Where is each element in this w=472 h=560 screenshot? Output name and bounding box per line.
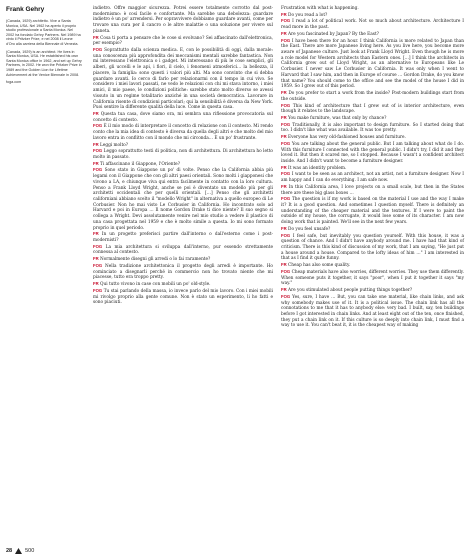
paragraph-text: I want to be seen as an architect, not an artist, not a furniture designer. Now I am happy and I can do everything. I am safe now. — [281, 172, 464, 184]
paragraph-text: Everyone has very old-fashioned houses and furniture. — [288, 135, 406, 141]
interview-paragraph — [281, 226, 464, 233]
speaker-label: FR — [281, 30, 287, 36]
paragraph-text: Do you read a lot? — [288, 12, 328, 18]
speaker-label: FR — [281, 262, 287, 268]
interview-column-english — [281, 6, 464, 329]
speaker-label: FOG — [93, 123, 103, 129]
speaker-label: FR — [93, 256, 99, 262]
interview-paragraph — [281, 12, 464, 19]
interview-paragraph — [93, 288, 273, 306]
interview-paragraph — [281, 269, 464, 287]
interview-paragraph — [93, 142, 273, 149]
interview-paragraph — [93, 281, 273, 288]
interview-paragraph — [93, 244, 273, 256]
speaker-label: FOG — [281, 121, 291, 127]
paragraph-text: You are talking about the general public. But I am talking about what do I do. With this furniture I connected with the general public. I didn't try, I did it and they loved it. But then it scared me, so I stopped. Because I wasn't a confident architect inside. And I didn't want to become a furniture designer. — [281, 141, 464, 164]
speaker-label: FR — [93, 281, 99, 287]
paragraph-text: Tu stai parlando della massa, io invece parlo del mio lavoro. Con i miei mobili mi rivolgo proprio alla gente comune. Non è stato un esperimento, li ho fatti e sono piaciuti. — [93, 288, 273, 306]
paragraph-text: I read a lot of political work. Not so much about architecture. Architecture I read more in the past. — [281, 19, 464, 31]
interview-paragraph — [93, 231, 273, 243]
interview-paragraph — [281, 115, 464, 122]
speaker-label: FR — [281, 164, 287, 170]
interview-paragraph — [281, 262, 464, 269]
speaker-label: FR — [281, 134, 287, 140]
interview-paragraph — [281, 141, 464, 165]
interview-paragraph — [281, 165, 464, 172]
paragraph-text: Soprattutto dalla scienza medica. E, con le possibilità di oggi, dalla morale: una conoscenza più approfondita dei meccanismi mentali sarebbe fantastica. Non mi interessano l'elettronica o i gadget. Mi interessano di più le cose semplici, gli alberi, gli uccelli e le api, i fiori, il cielo, i fenomeni atmosferici… la bellezza, il piacere, la famiglia: sono questi i valori più alti. Ma sono convinto che si debba guardare avanti. Io cerco di farlo per relazionarmi con il tempo in cui vivo. Se considero i miei lavori passati, ne vedo le relazioni con chi mi stava intorno, i miei amici, il mio paese, le condizioni politiche: sarebbe stato molto diverso se avessi vissuto in un regime totalitario anziché in una società democratica. Lavorare in California risente di condizioni particolari; qui la sensibilità è diversa da New York. Puoi sentire la differente qualità della luce. Come in questa casa. — [93, 48, 274, 111]
paragraph-text: Ti affascinano il Giappone, l'Oriente? — [100, 161, 180, 167]
speaker-label: FR — [281, 225, 287, 231]
interview-paragraph — [281, 171, 464, 183]
interview-paragraph — [281, 38, 464, 90]
author-bio-italian: (Canada, 1929) architetto. Vive a Santa Monica, USA. Nel 1962 ha aperto il proprio studio professionale a Santa Monica. Nel 2002 ha fondato Gehry Partners. Nel 1989 ha vinto il Pritzker Prize, e nel 2008 il Leone d'Oro alla carriera della Biennale di Venezia. — [6, 19, 81, 46]
paragraph-text: È il mio modo di interpretare il concetto di relazione con il contesto. Mi rendo conto che la mia idea di contesto è diversa da quella degli altri e che molto del mio lavoro entra in conflitto con il mondo che mi circonda… È un po' frustrante. — [93, 124, 273, 141]
speaker-label: FOG — [93, 47, 103, 53]
paragraph-text: Leggo soprattutto testi di politica, non di architettura. Di architettura ho letto molto in passato. — [93, 149, 273, 160]
speaker-label: FR — [93, 110, 99, 116]
magazine-name: 500 — [25, 548, 35, 554]
paragraph-text: La mia architettura si sviluppa dall'interno, pur essendo strettamente connessa al contesto. — [93, 244, 273, 256]
speaker-label: FOG — [93, 262, 103, 268]
interview-column-italian — [93, 6, 273, 306]
speaker-label: FOG — [281, 140, 291, 146]
paragraph-text: In this California area, I love projects on a small scale, but then in the States there are these big glass boxes … — [281, 184, 464, 196]
interview-paragraph — [93, 161, 273, 168]
interview-paragraph — [93, 47, 273, 111]
paragraph-text: Traditionally, it is also important to design furniture. So I started doing that too. I didn't like what was available. It was too pretty. — [281, 122, 465, 134]
speaker-label: FOG — [281, 196, 291, 202]
paragraph-text: Do you feel unsafe? — [288, 226, 331, 232]
paragraph-text: You make furniture, was that only by chance? — [288, 115, 387, 121]
paragraph-text: Sono stato in Giappone un po' di volte. Penso che la California abbia più legami con il Giappone che con gli altri paesi orientali. Sono molti i giapponesi che vivono a LA, e chiunque viva qui entra facilmente in contatto con la loro cultura. Penso a Frank Lloyd Wright, anche se poi è diventato un modello più per gli architetti occidentali che per quelli orientali. […] Penso che gli architetti californiani abbiano scelto il "modello Wright" in alternativa a quello europeo di Le Corbusier. Non ho mai visto Le Corbusier in California. Ho incontrato solo ad Harvard e poi in Europa … Il nome Gordon Drake ti dice niente? Il suo segno si collega a Wright. Devi assolutamente venire nel mio studio a vedere il plastico di una casa progettata nel 1959 e che è molto simile a questa. Io mi sono formato proprio in quel periodo. — [93, 168, 274, 231]
speaker-label: FOG — [281, 102, 291, 108]
speaker-label: FOG — [281, 171, 291, 177]
speaker-label: FOG — [281, 268, 291, 274]
paragraph-text: Cheap materials have also worries, different worries. They use them differently. When someone puts it together, it says "poor", when I put it together it says "my way." — [281, 269, 464, 287]
paragraph-text: Do you prefer to start a work from the inside? Post-modern buildings start from the outside. — [281, 91, 464, 102]
interview-paragraph — [93, 148, 273, 160]
speaker-label: FR — [93, 160, 99, 166]
paragraph-text: This kind of architecture that I grew out of is interior architecture, even though it relates to the landscape. — [281, 103, 464, 115]
interview-paragraph — [93, 35, 273, 47]
paragraph-text: Leggi molto? — [100, 142, 129, 148]
interview-paragraph — [281, 184, 464, 196]
speaker-label: FR — [93, 141, 99, 147]
speaker-label: FR — [281, 287, 287, 293]
magazine-logo-icon — [15, 548, 22, 554]
speaker-label: FOG — [93, 243, 103, 249]
interview-paragraph — [281, 90, 464, 102]
interview-paragraph — [93, 123, 273, 141]
paragraph-text: Are you fascinated by Japan? By the East? — [288, 31, 379, 37]
speaker-label: FOG — [281, 18, 291, 24]
speaker-label: FOG — [93, 167, 103, 173]
paragraph-text: indietro. Offre maggior sicurezza. Potrei essere totalmente corrotto dal post-modernismo: è così facile e confortante. Ma sarebbe una debolezza: guardare indietro è un po' arrendersi. Per sopravvivere dobbiamo guardare avanti, come per trovare una cura per il cancro o le altre malattie o una soluzione per vivere sul pianeta. — [93, 6, 273, 34]
interview-paragraph — [93, 263, 273, 281]
interview-paragraph — [93, 256, 273, 263]
author-bio-english: (Canada, 1929) is an architect. He lives in Santa Monica, USA. He established his own Santa Monica office in 1962, and set up Gehry Partners, in 2002. He won the Pritzker Prize in 1989 and the Golden Lion for Lifetime Achievement at the Venice Biennale in 2008. — [6, 49, 82, 77]
paragraph-text: Are you stimulated about people putting things together? — [288, 288, 413, 294]
interview-paragraph — [281, 134, 464, 141]
paragraph-text: I have been there for an hour. I think California is more related to Japan than the East. There are more Japanese living here. As you live here, you become more aware of Japanese culture. Just look at Frank Lloyd Wright. Even though he is more a role model for Western architects than Eastern ones. […] I think the architects in California grew out of Lloyd Wright, as an alternative to Europeans like Le Corbusier. I never saw Le Corbusier in California. It was only when I went to Harvard that I saw him, and then in Europe of course … Gordon Drake, do you know that name? You should come to the office and see the model of the house I did in 1959. So I grew out of this period. — [281, 38, 464, 90]
paragraph-text: The question is if my work is based on the material I use and the way I make it? It is a good question. And sometimes I question myself. There is definitely an understanding of the cheaper material and the textures. If I were to paint the outside of my house, the corrugate, it would lose some of its character. I am now doing work that is painted. We'll see in the next few years. — [281, 197, 464, 226]
paragraph-text: Cosa ti porta a pensare che le cose si evolvano? Sei affascinato dall'elettronica, per esempio? — [93, 35, 273, 47]
interview-paragraph — [281, 287, 464, 294]
speaker-label: FOG — [281, 293, 291, 299]
paragraph-text: Nella tradizione architettonica il progetto degli arredi è importante. Ho cominciato a disegnarli perché in commercio non ho trovato niente che mi piacesse, tutto era troppo pretty. — [93, 263, 273, 281]
page-footer — [6, 548, 34, 554]
author-name: Frank Gehry — [6, 6, 45, 13]
speaker-label: FR — [93, 34, 99, 40]
interview-paragraph — [281, 18, 464, 30]
interview-paragraph — [281, 196, 464, 226]
interview-paragraph — [93, 6, 273, 35]
paragraph-text: In un progetto preferisci partire dall'interno o dall'esterno come i post-modernisti? — [93, 232, 273, 244]
paragraph-text: It was an identity problem. — [288, 165, 347, 171]
interview-paragraph — [281, 122, 464, 134]
speaker-label: FR — [281, 11, 287, 17]
page-number: 28 — [6, 548, 13, 554]
speaker-label: FR — [281, 114, 287, 120]
interview-paragraph — [93, 111, 273, 123]
speaker-label: FOG — [281, 37, 291, 43]
author-website-link[interactable]: foga.com — [6, 80, 22, 85]
paragraph-text: Qui tutto vivono in case con mobili un po' old-style. — [100, 282, 211, 288]
interview-paragraph — [281, 294, 464, 329]
paragraph-text: Questa tua casa, dove siamo ora, mi sembra una riflessione provocatoria sul concetto di contesto. — [93, 111, 273, 123]
paragraph-text: I feel safe, but inevitably you question yourself. With this house, it was a question of chance. And I didn't have anybody around me. I have had that kind of criticism. There is this kind of discussion of my work, that I am saying, "He just put a house around a house. Compared to the lofty ideas of him …" I am interested in that as I find it quite funny. — [281, 233, 464, 262]
interview-paragraph — [281, 103, 464, 115]
speaker-label: FOG — [281, 232, 291, 238]
speaker-label: FOG — [93, 148, 103, 154]
speaker-label: FR — [281, 90, 287, 96]
author-sidebar — [6, 6, 82, 85]
speaker-label: FOG — [93, 287, 103, 293]
interview-paragraph — [281, 233, 464, 263]
paragraph-text: Cheap has also some quality. — [288, 263, 351, 269]
interview-paragraph — [281, 31, 464, 38]
interview-paragraph — [93, 167, 273, 231]
speaker-label: FR — [93, 231, 99, 237]
paragraph-text: Normalmente disegni gli arredi o lo fai raramente? — [100, 257, 211, 263]
paragraph-text: Yes, sure, I have … But, you can take one material, like chain links, and ask why somebody makes use of it. It is a political issue. The chain link has all the connotations to me that it has to anybody else: very bad. I built, say, ten buildings before I got interested in chain links. And at least eight out of the ten, once finished, they put a chain link on it. If this culture is so deeply into chain link, I must find a way to use it. You can't beat it, it is the cheapest way of making — [281, 294, 464, 329]
speaker-label: FR — [281, 183, 287, 189]
paragraph-text: Frustration with what is happening. — [281, 6, 359, 11]
